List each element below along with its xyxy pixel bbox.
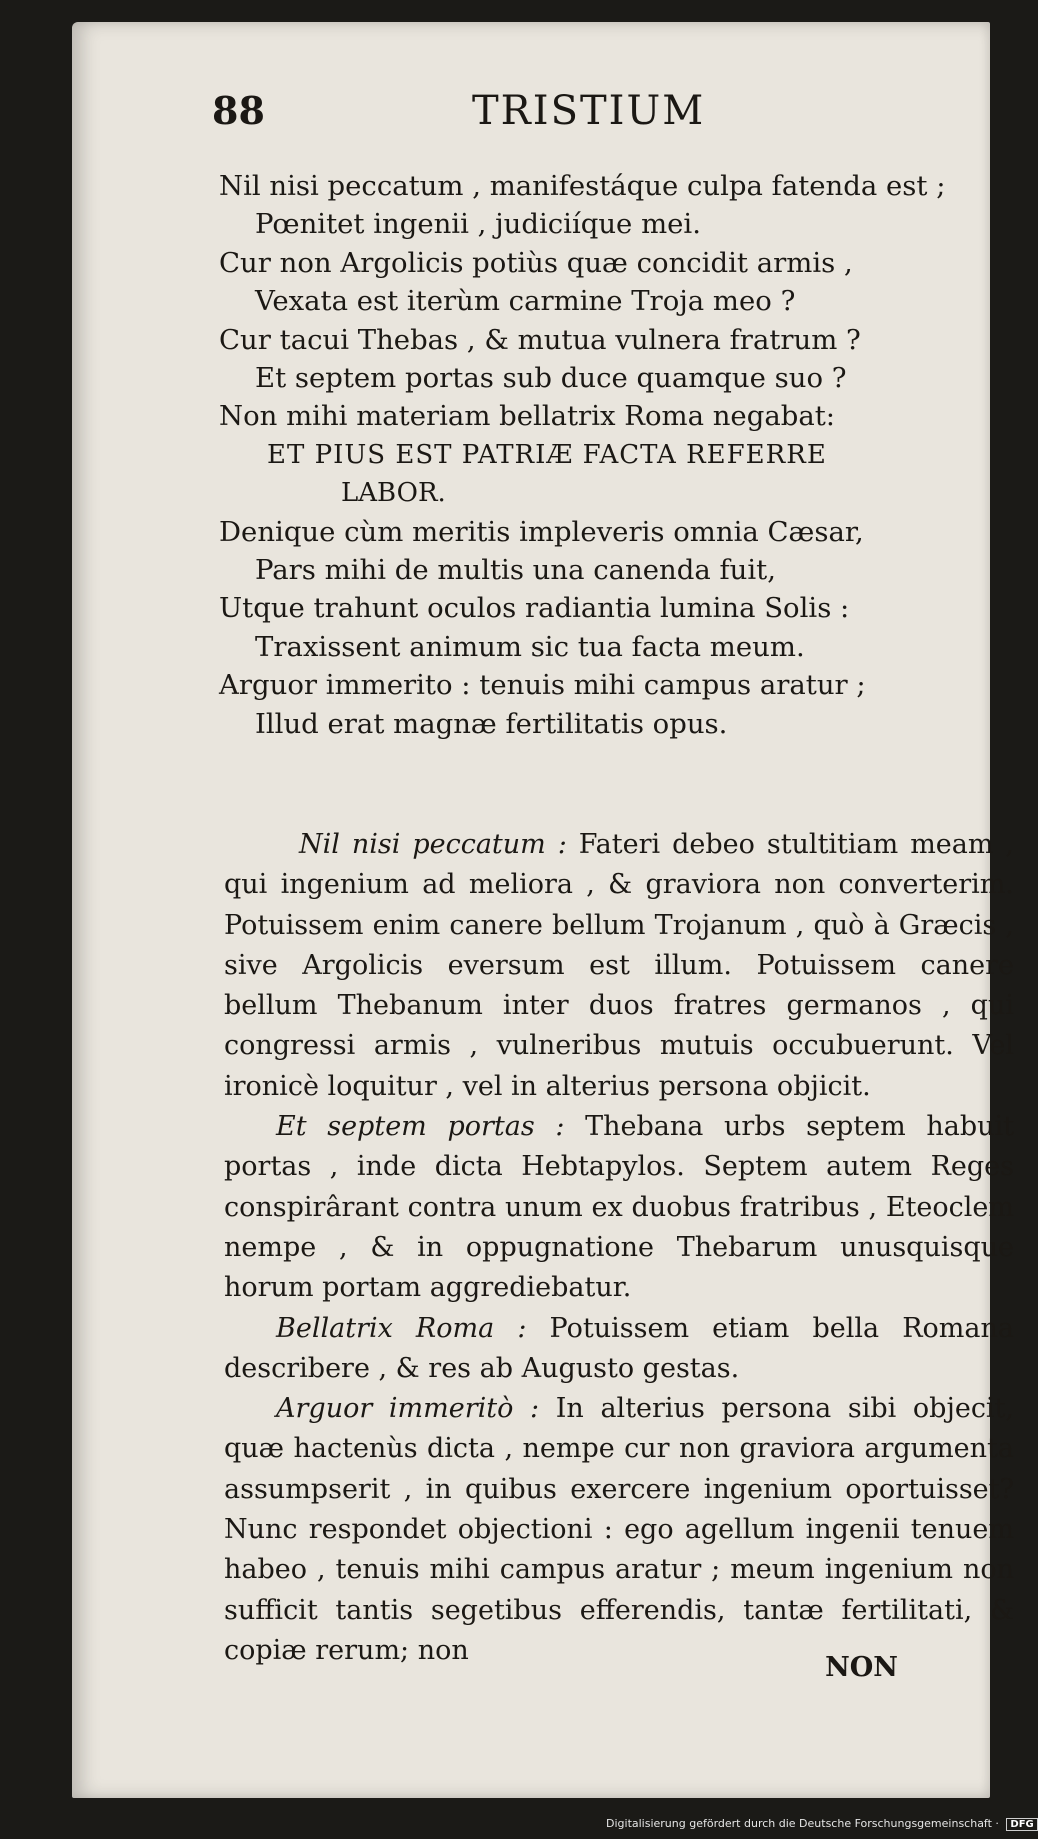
verse-line: Pars mihi de multis una canenda fuit, bbox=[255, 554, 776, 587]
digitization-credit bbox=[606, 1817, 1038, 1831]
page-header bbox=[72, 88, 990, 148]
commentary-paragraph bbox=[224, 1309, 1014, 1390]
verse-line: Vexata est iterùm carmine Troja meo ? bbox=[255, 285, 796, 318]
catchword: NON bbox=[825, 1652, 898, 1683]
note-lemma: Et septem portas : bbox=[276, 1111, 565, 1143]
book-page bbox=[72, 22, 1015, 1798]
note-text: Fateri debeo stultitiam meam , qui ingenium ad meliora , & graviora non converterim. Potuissem enim canere bellum Trojanum , quò à Græcis , sive Argolicis eversum est illum. Potuissem canere bellum Thebanum inter duos fratres germanos , qui congressi armis , vulneribus mutuis occubuerunt. Vel ironicè loquitur , vel in alterius persona objicit. bbox=[224, 829, 1015, 1102]
commentary-notes bbox=[224, 825, 1014, 1671]
note-lemma: Nil nisi peccatum : bbox=[299, 829, 567, 860]
note-text: In alterius persona sibi objecit, quæ hactenùs dicta , nempe cur non graviora argumenta assumpserit , in quibus exercere ingenium oportuisset? Nunc respondet objectioni : ego agellum ingenii tenuem habeo , tenuis mihi campus aratur ; meum ingenium non sufficit tantis segetibus efferendis, tantæ fertilitati, & copiæ rerum; non bbox=[224, 1393, 1015, 1666]
commentary-paragraph bbox=[224, 1389, 1014, 1671]
verse-line: Utque trahunt oculos radiantia lumina Solis : bbox=[219, 592, 850, 625]
verse-line: Non mihi materiam bellatrix Roma negabat: bbox=[219, 400, 836, 433]
note-lemma: Arguor immeritò : bbox=[276, 1393, 540, 1425]
note-lemma: Bellatrix Roma : bbox=[276, 1312, 527, 1344]
page-number: 88 bbox=[212, 88, 265, 133]
running-title: TRISTIUM bbox=[472, 88, 706, 134]
verse-line: Pœnitet ingenii , judiciíque mei. bbox=[255, 208, 701, 241]
commentary-paragraph bbox=[224, 1107, 1014, 1308]
verse-line-capitals: LABOR. bbox=[341, 478, 446, 509]
verse-line: Nil nisi peccatum , manifestáque culpa fatenda est ; bbox=[219, 170, 946, 202]
note-text: Potuissem etiam bella Romana describere , & res ab Augusto gestas. bbox=[224, 1312, 1014, 1384]
verse-line: Traxissent animum sic tua facta meum. bbox=[255, 630, 805, 663]
verse-line: Illud erat magnæ fertilitatis opus. bbox=[255, 707, 728, 740]
poem-verses bbox=[219, 167, 1009, 743]
verse-line: Cur tacui Thebas , & mutua vulnera fratrum ? bbox=[219, 323, 861, 356]
verse-line: Denique cùm meritis impleveris omnia Cæsar, bbox=[219, 515, 864, 548]
verse-line: Cur non Argolicis potiùs quæ concidit armis , bbox=[219, 246, 853, 279]
verse-line-capitals: ET PIUS EST PATRIÆ FACTA REFERRE bbox=[267, 439, 827, 470]
commentary-paragraph bbox=[224, 825, 1014, 1107]
note-text: Thebana urbs septem habuit portas , inde dicta Hebtapylos. Septem autem Reges conspirârant contra unum ex duobus fratribus , Eteoclem nempe , & in oppugnatione Thebarum unusquisque horum portam aggrediebatur. bbox=[224, 1111, 1015, 1304]
verse-line: Et septem portas sub duce quamque suo ? bbox=[255, 362, 847, 395]
dfg-logo: DFG bbox=[1006, 1818, 1037, 1831]
credit-text: Digitalisierung gefördert durch die Deutsche Forschungsgemeinschaft · bbox=[606, 1817, 999, 1830]
verse-line: Arguor immerito : tenuis mihi campus aratur ; bbox=[219, 669, 866, 702]
